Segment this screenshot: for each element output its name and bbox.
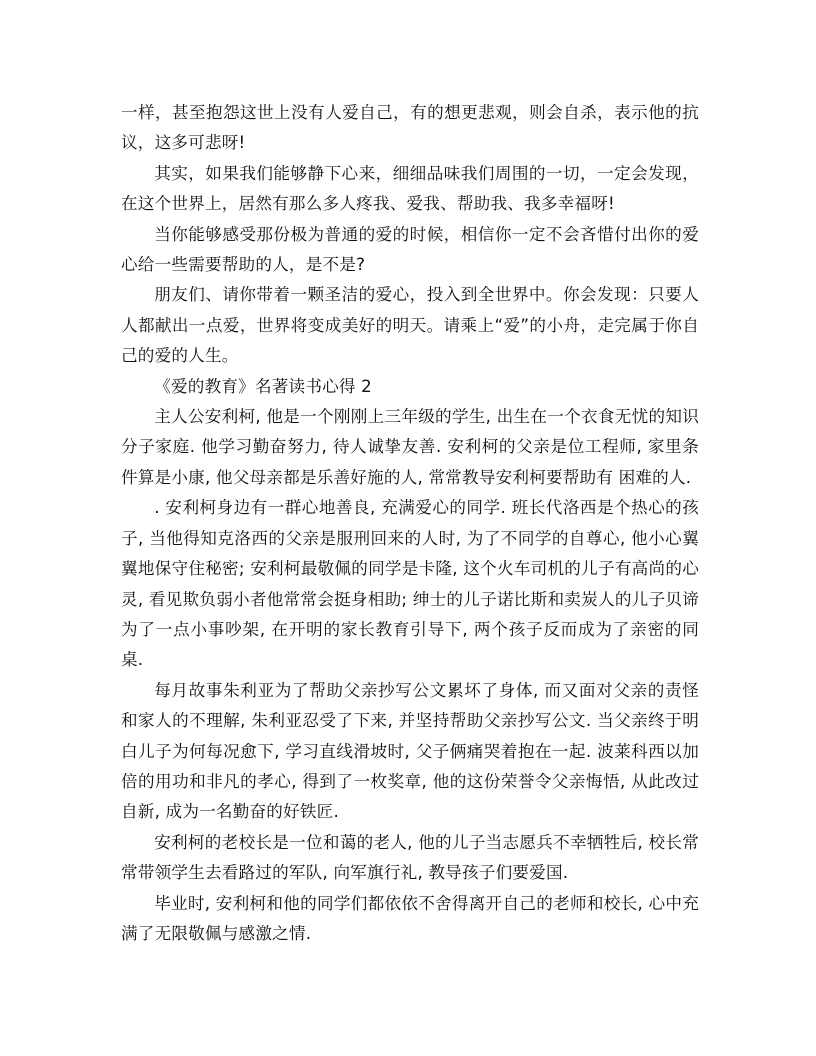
paragraph-principal: 安利柯的老校长是一位和蔼的老人, 他的儿子当志愿兵不幸牺牲后, 校长常常带领学生去看路过的军队, 向军旗行礼, 教导孩子们要爱国. (121, 832, 699, 883)
paragraph-monthly-story: 每月故事朱利亚为了帮助父亲抄写公文累坏了身体, 而又面对父亲的责怪和家人的不理解, 朱利亚忍受了下来, 并坚持帮助父亲抄写公文. 当父亲终于明白儿子为何每况愈下, 学习直线滑坡时, 父子俩痛哭着抱在一起. 波莱科西以加倍的用功和非凡的孝心, 得到了一枚奖章, 他的这份荣誉令父亲悔悟, 从此改过自新, 成为一名勤奋的好铁匠. (121, 680, 699, 822)
section-heading: 《爱的教育》名著读书心得 2 (154, 376, 372, 396)
paragraph-feel-love: 当你能够感受那份极为普通的爱的时候，相信你一定不会吝惜付出你的爱心给一些需要帮助的人，是不是? (121, 224, 699, 275)
paragraph-appeal: 朋友们、请你带着一颗圣洁的爱心，投入到全世界中。你会发现：只要人人都献出一点爱，世界将变成美好的明天。请乘上“爱”的小舟，走完属于你自己的爱的人生。 (121, 285, 699, 366)
document-body (121, 98, 699, 949)
paragraph-continuation: 一样，甚至抱怨这世上没有人爱自己，有的想更悲观，则会自杀，表示他的抗议，这多可悲呀! (121, 103, 699, 153)
paragraph-reflection: 其实，如果我们能够静下心来，细细品味我们周围的一切，一定会发现，在这个世界上，居然有那么多人疼我、爱我、帮助我、我多幸福呀! (121, 163, 699, 214)
paragraph-classmates: . 安利柯身边有一群心地善良, 充满爱心的同学. 班长代洛西是个热心的孩子, 当他得知克洛西的父亲是服刑回来的人时, 为了不同学的自尊心, 他小心翼翼地保守住秘密; 安利柯最敬佩的同学是卡隆, 这个火车司机的儿子有高尚的心灵, 看见欺负弱小者他常常会挺身相助; 绅士的儿子诺比斯和卖炭人的儿子贝谛为了一点小事吵架, 在开明的家长教育引导下, 两个孩子反而成为了亲密的同桌. (121, 498, 699, 670)
paragraph-protagonist: 主人公安利柯, 他是一个刚刚上三年级的学生, 出生在一个衣食无忧的知识分子家庭. 他学习勤奋努力, 待人诚挚友善. 安利柯的父亲是位工程师, 家里条件算是小康, 他父母亲都是乐善好施的人, 常常教导安利柯要帮助有 困难的人. (121, 407, 699, 487)
paragraph-graduation: 毕业时, 安利柯和他的同学们都依依不舍得离开自己的老师和校长, 心中充满了无限敬佩与感激之情. (121, 893, 699, 943)
